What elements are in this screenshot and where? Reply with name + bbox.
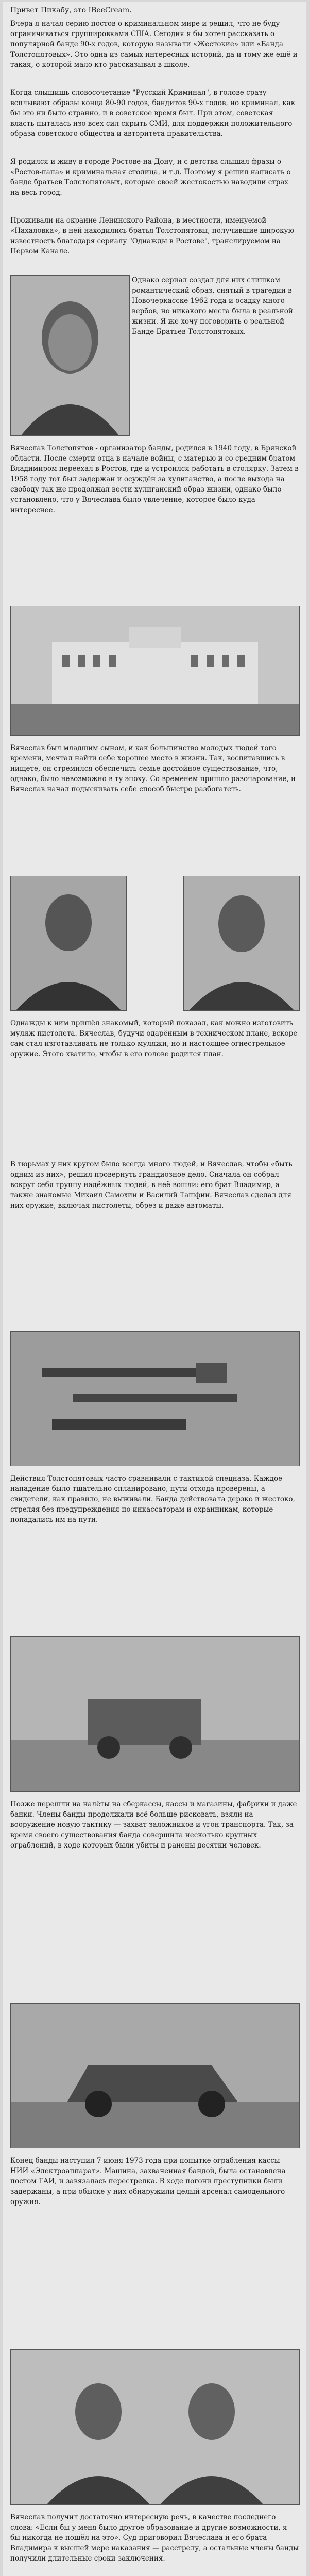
post-greeting: Привет Пикабу, это IBeeCream. — [10, 6, 132, 14]
post-paragraph-1: Вчера я начал серию постов о криминальном мире и решил, что не буду ограничиваться группировками США. Сегодня я бы хотел рассказать о популярной банде 90-х годов, которую называли «Жестокие» или «Банда Толстопятовых». Это одна из самых интересных историй, да и тому же ещё и такая, о которой мало кто рассказывал в школе. — [10, 20, 300, 69]
post-paragraph-3: Я родился и живу в городе Ростове-на-Дону, и с детства слышал фразы о «Ростов-папа» и криминальная столица, и т.д. Поэтому я решил написать о банде братьев Толстопятовых, которые своей жестокостью наводили страх на весь город. — [10, 158, 293, 197]
portrait-photo-vyacheslav — [10, 275, 130, 436]
car-photo — [10, 2003, 300, 2148]
post-paragraph-6: Вячеслав Толстопятов - организатор банды, родился в 1940 году, в Брянской области. После смерти отца в начале войны, с матерью и со средним братом Владимиром переехал в Ростов, где и устроился работать в столярку. Затем в 1958 году тот был задержан и осуждён за хулиганство, а после выхода на свободу так же продолжал вести хулиганский образ жизни, однако было установлено, что у Вячеслава было увлечение, которое было куда интереснее. — [10, 444, 301, 514]
photo-brothers-left — [10, 876, 127, 1011]
post-paragraph-13: Вячеслав получил достаточно интересную речь, в качестве последнего слова: «Если бы у меня было другое образование и другие возможности, я бы никогда не пошёл на это». Суд приговорил Вячеслава и его брата Владимира к высшей мере наказания — расстрелу, а остальные члены банды получили длительные сроки заключения. — [10, 2513, 301, 2563]
court-photo — [10, 2349, 300, 2505]
post-paragraph-5: Однако сериал создал для них слишком романтический образ, снятый в трагедии в Новочеркасске 1962 года и осадку много вербов, но никакого места была в реальной жизни. Я же хочу поговорить о реальной Банде Братьев Толстопятовых. — [132, 276, 296, 336]
post-paragraph-4: Проживали на окраине Ленинского Района, в местности, именуемой «Нахаловка», в ней находились братья Толстопятовы, получившие широкую известность благодаря сериалу "Однажды в Ростове", транслируемом на Первом Канале. — [10, 216, 297, 256]
post-paragraph-8: Однажды к ним пришёл знакомый, который показал, как можно изготовить муляж пистолета. Вячеслав, будучи одарённым в техническом плане, вскоре сам стал изготавливать не только муляжи, но и настоящее огнестрельное оружие. Этого хватило, чтобы в его голове родился план. — [10, 1019, 300, 1058]
post-paragraph-10: Действия Толстопятовых часто сравнивали с тактикой спецназа. Каждое нападение было тщательно спланировано, пути отхода проверены, а свидетели, как правило, не выживали. Банда действовала дерзко и жестоко, стреляя без предупреждения по инкассаторам и охранникам, которые попадались им на пути. — [10, 1475, 298, 1524]
crime-scene-photo — [10, 1636, 300, 1792]
post-paragraph-12: Конец банды наступил 7 июня 1973 года при попытке ограбления кассы НИИ «Электроаппарат». Машина, захваченная бандой, была остановлена постом ГАИ, и завязалась перестрелка. В ходе погони преступники были задержаны, а при обыске у них обнаружили целый арсенал самодельного оружия. — [10, 2157, 288, 2206]
post-paragraph-9: В тюрьмах у них кругом было всегда много людей, и Вячеслав, чтобы «быть одним из них», решил провернуть грандиозное дело. Сначала он собрал вокруг себя группу надёжных людей, в неё вошли: его брат Владимир, а также знакомые Михаил Самохин и Василий Ташфин. Вячеслав сделал для них оружие, включая пистолеты, обрез и даже автоматы. — [10, 1160, 295, 1210]
weapons-photo — [10, 1331, 300, 1466]
post-sheet — [3, 2, 306, 2576]
building-photo — [10, 606, 300, 736]
post-paragraph-7: Вячеслав был младшим сыном, и как большинство молодых людей того времени, мечтал найти себе хорошее место в жизни. Так, воспитавшись в нищете, он стремился обеспечить семье достойное существование, что, однако, было невозможно в ту эпоху. Со временем пришло разочарование, и Вячеслав начал подыскивать себе способ быстро разбогатеть. — [10, 744, 298, 793]
post-paragraph-11: Позже перешли на налёты на сберкассы, кассы и магазины, фабрики и даже банки. Члены банды продолжали всё больше рисковать, взяли на вооружение новую тактику — захват заложников и угон транспорта. Так, за время своего существования банда совершила несколько крупных ограблений, в ходе которых были убиты и ранены десятки человек. — [10, 1800, 299, 1850]
photo-brothers-right — [183, 876, 300, 1011]
post-paragraph-2: Когда слышишь словосочетание "Русский Криминал", в голове сразу всплывают образы конца 80-90 годов, бандитов 90-х годов, но криминал, как бы это ни было странно, и в советское время был. При этом, советская власть пыталась изо всех сил скрыть СМИ, для поддержки положительного образа советского общества и авторитета правительства. — [10, 89, 298, 138]
